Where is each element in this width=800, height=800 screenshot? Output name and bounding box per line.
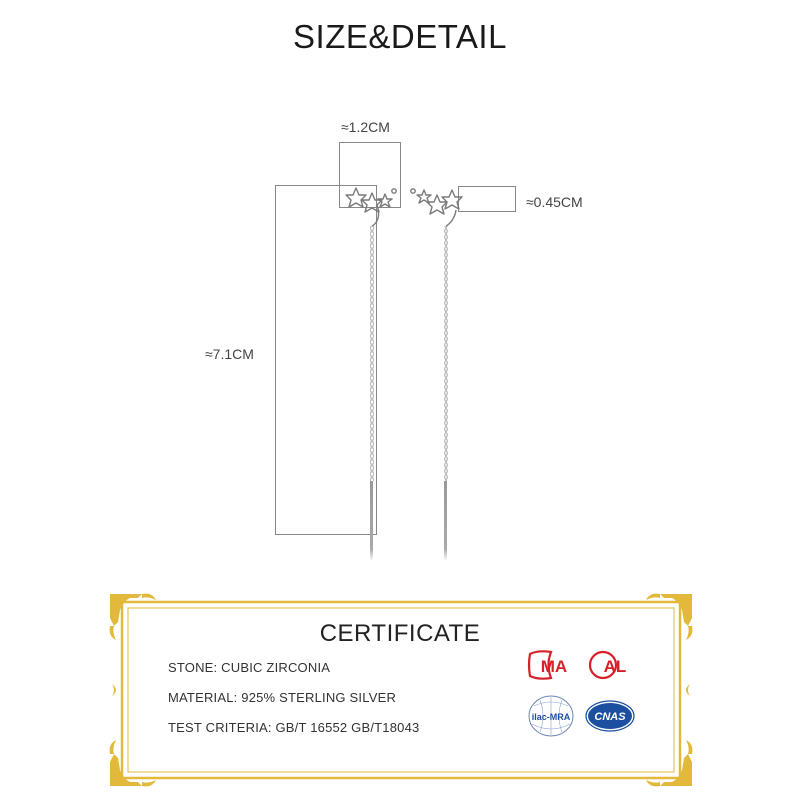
left-earring-stars: [346, 188, 396, 226]
right-earring-chain: [444, 226, 448, 481]
page-title: SIZE&DETAIL: [293, 18, 507, 55]
width-dimension-label: ≈1.2CM: [341, 119, 390, 135]
height-dimension-label: ≈0.45CM: [526, 194, 583, 210]
cal-logo-text: AL: [603, 657, 627, 676]
right-earring-bar: [444, 481, 447, 561]
cnas-logo-text: CNAS: [594, 711, 626, 723]
cnas-logo: [584, 698, 636, 734]
cal-logo: [586, 648, 636, 682]
cma-logo: [526, 648, 576, 682]
certificate-title: CERTIFICATE: [319, 620, 481, 647]
test-criteria-info: TEST CRITERIA: GB/T 16552 GB/T18043: [168, 720, 420, 735]
cma-logo-text: MA: [540, 657, 568, 676]
length-dimension-label: ≈7.1CM: [205, 346, 254, 362]
stone-info: STONE: CUBIC ZIRCONIA: [168, 660, 331, 675]
right-earring-stars: [411, 189, 462, 226]
left-earring-bar: [370, 481, 373, 561]
material-info: MATERIAL: 925% STERLING SILVER: [168, 690, 397, 705]
ilac-mra-logo: [526, 694, 576, 738]
left-earring-chain: [370, 226, 374, 481]
ilac-logo-text: ilac-MRA: [531, 712, 571, 722]
